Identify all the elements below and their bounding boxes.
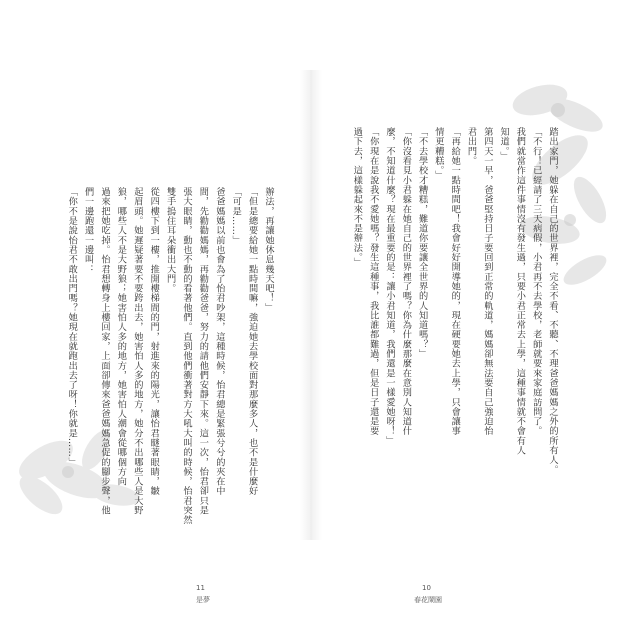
text-column: 「你現在是說我不愛她嗎？發生這種事，我比誰都難過，但是日子還是要 [367,127,379,436]
text-column: 「但是總要給她一點時間嘛，強迫她去學校面對那麼多人，也不是什麼好 [246,187,258,496]
right-page [310,0,620,620]
text-column: 雙手摀住耳朵衝出大門。 [164,187,176,294]
text-column: 「你不是說怡君不敢出門嗎？她現在就跑出去了呀！你就是……」 [66,187,78,467]
text-column: 「不去學校才糟糕，難道你要讓全世界的人知道嗎？」 [416,127,428,359]
running-title: 是夢 [196,596,210,604]
text-column: 第四天一早，爸爸堅持日子要回到正常的軌道，媽媽卻無法要自己強迫怡 [481,127,493,436]
text-column: 狼，哪些人不是大野狼；她害怕人多的地方，她害怕人潮會從哪個方向 [115,187,127,487]
page-number: 10 [422,584,431,592]
text-column: 知道。」 [498,127,510,161]
text-column: 們一邊跑還一邊叫： [82,187,94,274]
text-column: 情更糟糕。」 [432,127,444,181]
page-number: 11 [196,584,205,592]
text-column: 「不行！已經請了三天病假，小君再不去學校，老師就要來家庭訪問了。 [530,127,542,436]
text-column: 麼，不知道什麼？現在最重要的是：讓小君知道，我們還是一樣愛她呀！」 [384,127,395,446]
text-column: 從四樓下到一樓，推開樓梯間的門，射進來的陽光，讓怡君瞇著眼睛，皺 [148,187,160,496]
text-column: 張大眼睛，動也不動的看著他們。直到他們衝著對方大吼大叫的時候，怡君突然 [181,187,192,525]
text-column: 間，先勸勸媽媽，再勸勸爸爸，努力的請他們安靜下來。這一次，怡君卻只是 [197,187,209,516]
text-column: 踏出家門，她躲在自己的世界裡，完全不看、不聽、不理爸爸媽媽之外的所有人。 [547,127,558,475]
text-column: 我們就當作這件事情沒有發生過，只要小君正常去上學，這種事情就不會有人 [514,127,526,456]
text-column: 過來把她吃掉。怡君想轉身上樓回家，上面卻傳來爸爸媽媽急促的腳步聲，他 [99,187,110,516]
text-column: 爸爸媽媽以前也會為了怡君吵架，這種時候，怡君總是緊張兮兮的夾在中 [213,187,225,496]
text-column: 辦法，再讓她休息幾天吧！」 [263,187,274,313]
text-column: 君出門。 [465,127,477,166]
text-column: 「再給她一點時間吧！我會好好開導她的，現在硬要她去上學，只會讓事 [449,127,461,436]
text-column: 過下去，這樣躲起來不是辦法。」 [351,127,363,268]
text-column: 起眉頭。她遲疑著要不要跨出去，她害怕人多的地方，她分不出哪些人是大野 [131,187,143,516]
text-column: 「你沒看見小君躲在她自己的世界裡了嗎？你為什麼那麼在意別人知道什 [400,127,412,436]
running-title: 春花鬧園 [414,596,442,604]
text-column: 「可是……」 [230,187,242,245]
